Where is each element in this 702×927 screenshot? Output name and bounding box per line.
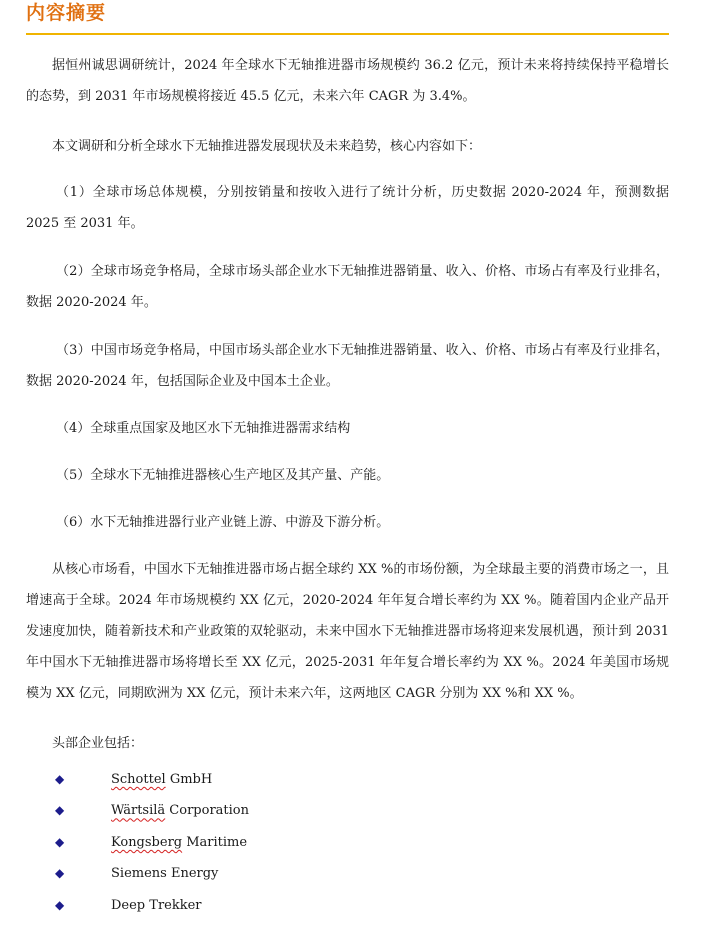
section-title: 内容摘要 (26, 2, 107, 24)
market-analysis-paragraph: 从核心市场看，中国水下无轴推进器市场占据全球约 XX %的市场份额，为全球最主要的消费市场之一，且增速高于全球。2024 年市场规模约 XX 亿元，2020-2024 年年复合增长率约为 XX %。随着国内企业产品开发速度加快，随着新技术和产业政策的双轮驱动，未来中国水下无轴推进器市场将迎来发展机遇，预计到 2031 年中国水下无轴推进器市场将增长至 XX 亿元，2025-2031 年年复合增长率约为 XX %。2024 年美国市场规模为 XX 亿元，同期欧洲为 XX 亿元，预计未来六年，这两地区 CAGR 分别为 XX %和 XX %。 (26, 562, 669, 701)
content-item-6: （6）水下无轴推进器行业产业链上游、中游及下游分析。 (56, 515, 390, 530)
content-item-3: （3）中国市场竞争格局，中国市场头部企业水下无轴推进器销量、收入、价格、市场占有率及行业排名，数据 2020-2024 年，包括国际企业及中国本土企业。 (26, 343, 669, 389)
content-item-1: （1）全球市场总体规模，分别按销量和按收入进行了统计分析，历史数据 2020-2024 年，预测数据 2025 至 2031 年。 (26, 185, 669, 231)
company-name (111, 890, 202, 921)
list-item (26, 795, 669, 826)
company-name-first-word: Siemens (111, 866, 167, 882)
intro-paragraph: 据恒州诚思调研统计，2024 年全球水下无轴推进器市场规模约 36.2 亿元，预计未来将持续保持平稳增长的态势，到 2031 年市场规模将接近 45.5 亿元，未来六年 CAGR 为 3.4%。 (26, 58, 669, 104)
list-item (26, 764, 669, 795)
content-item-2: （2）全球市场竞争格局，全球市场头部企业水下无轴推进器销量、收入、价格、市场占有率及行业排名，数据 2020-2024 年。 (26, 264, 669, 310)
title-underline-divider (26, 33, 669, 35)
company-list (26, 764, 669, 921)
company-name (111, 858, 218, 889)
scope-paragraph: 本文调研和分析全球水下无轴推进器发展现状及未来趋势，核心内容如下： (52, 139, 482, 154)
company-name (111, 795, 249, 826)
diamond-bullet-icon: ◆ (55, 897, 65, 912)
content-item-5: （5）全球水下无轴推进器核心生产地区及其产量、产能。 (56, 468, 390, 483)
spellcheck-flagged-word: Kongsberg (111, 834, 183, 850)
leading-companies-intro: 头部企业包括： (52, 736, 144, 751)
list-item (26, 858, 669, 889)
company-name-rest: Corporation (165, 803, 249, 819)
diamond-bullet-icon: ◆ (55, 866, 65, 881)
company-name-rest: Energy (166, 866, 219, 882)
company-name-first-word: Deep (111, 897, 146, 913)
company-name-rest: GmbH (165, 772, 213, 787)
diamond-bullet-icon: ◆ (55, 772, 65, 786)
list-item (26, 827, 669, 858)
diamond-bullet-icon: ◆ (55, 803, 65, 818)
company-name (111, 764, 212, 795)
spellcheck-flagged-word: Wärtsilä (111, 803, 166, 819)
company-name (111, 827, 247, 858)
content-item-4: （4）全球重点国家及地区水下无轴推进器需求结构 (56, 421, 351, 436)
company-name-rest: Maritime (182, 834, 248, 850)
diamond-bullet-icon: ◆ (55, 834, 65, 849)
company-name-rest: Trekker (145, 897, 202, 913)
list-item (26, 890, 669, 921)
spellcheck-flagged-word: Schottel (111, 772, 166, 787)
